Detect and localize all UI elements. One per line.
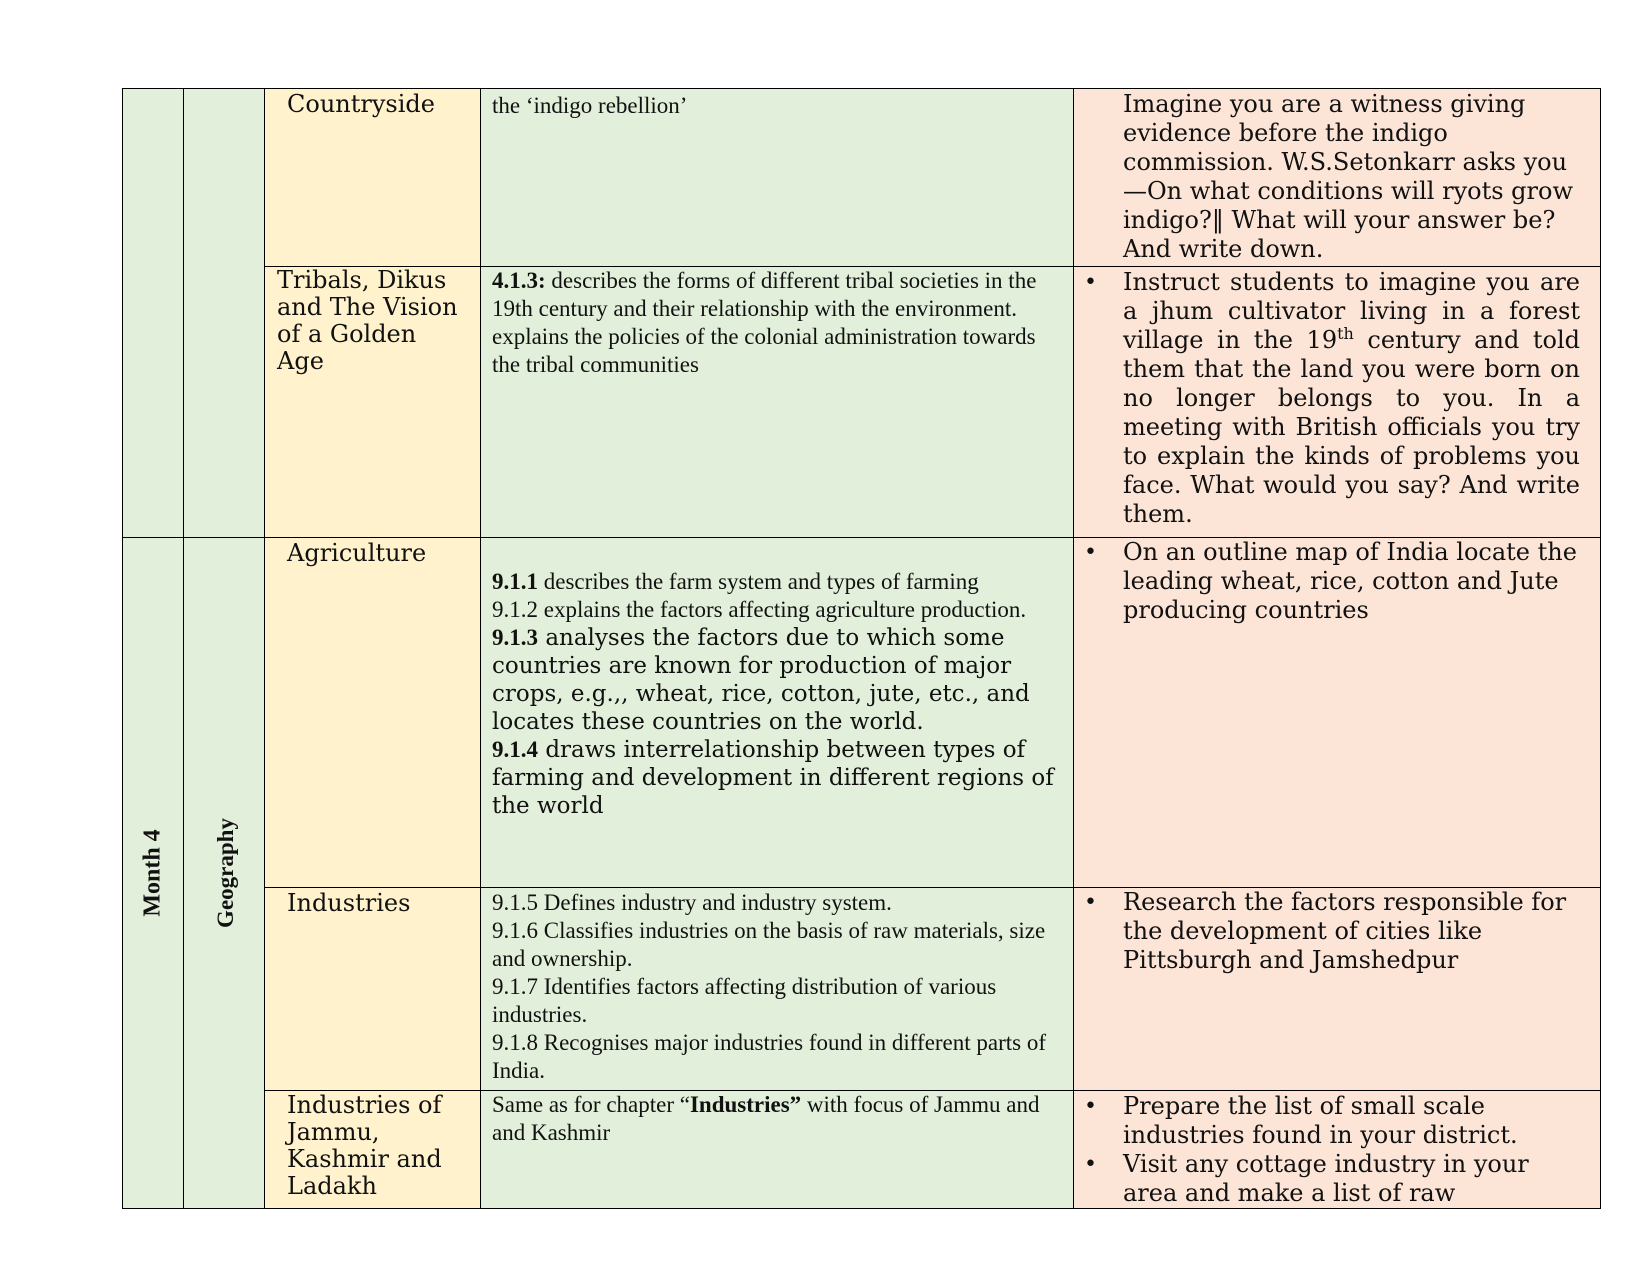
table-row bbox=[123, 887, 1601, 1090]
topic-agriculture: Agriculture bbox=[287, 539, 427, 567]
activity-item: • Visit any cottage industry in your area and make a list of raw bbox=[1074, 1150, 1600, 1208]
outcome-text: 9.1.5 Defines industry and industry system. bbox=[492, 889, 892, 915]
table-row bbox=[123, 538, 1601, 888]
topic-cell bbox=[265, 538, 481, 888]
learning-outcome-cell bbox=[481, 89, 1074, 267]
outcome-text bbox=[492, 1091, 1063, 1147]
activity-item: Imagine you are a witness giving evidence before the indigo commission. W.S.Setonkarr asks you —On what conditions will ryots grow indigo?‖ What will your answer be? And write down. bbox=[1123, 90, 1573, 263]
activity-cell bbox=[1074, 267, 1601, 538]
month-cell-empty bbox=[123, 89, 184, 538]
outcome-description: Same as for chapter “ bbox=[492, 1091, 690, 1117]
subject-label: Geography bbox=[213, 818, 238, 928]
activity-text: Instruct students to imagine you are a jhum cultivator living in a forest village in the 19 bbox=[1123, 268, 1580, 354]
superscript: th bbox=[1337, 324, 1354, 343]
topic-countryside: Countryside bbox=[287, 90, 435, 118]
subject-cell-empty bbox=[184, 89, 265, 538]
outcome-text: 9.1.8 Recognises major industries found in different parts of India. bbox=[492, 1029, 1047, 1083]
outcome-text bbox=[492, 267, 1063, 323]
activity-cell bbox=[1074, 1090, 1601, 1208]
activity-cell bbox=[1074, 887, 1601, 1090]
table-row bbox=[123, 267, 1601, 538]
outcome-code: 9.1.4 bbox=[492, 737, 538, 762]
outcome-text bbox=[492, 568, 1063, 596]
outcome-code: 4.1.3: bbox=[492, 268, 546, 293]
learning-outcome-cell bbox=[481, 887, 1074, 1090]
outcome-text: 9.1.2 explains the factors affecting agriculture production. bbox=[492, 597, 1027, 622]
month-label: Month 4 bbox=[139, 829, 166, 917]
month-cell bbox=[123, 538, 184, 1209]
topic-cell bbox=[265, 89, 481, 267]
activity-text: century and told them that the land you were born on no longer belongs to you. In a meeting with British officials you try to explain the kinds of problems you face. What would you say? And write them. bbox=[1123, 326, 1580, 528]
outcome-description: describes the farm system and types of farming bbox=[543, 569, 979, 594]
topic-cell bbox=[265, 887, 481, 1090]
activity-item: • Prepare the list of small scale industries found in your district. bbox=[1074, 1092, 1600, 1150]
learning-outcome-cell bbox=[481, 1090, 1074, 1208]
activity-cell bbox=[1074, 538, 1601, 888]
outcome-description: with focus of Jammu and and Kashmir bbox=[492, 1091, 1040, 1145]
topic-industries-jk: Industries of Jammu, Kashmir and Ladakh bbox=[287, 1090, 442, 1200]
activity-item bbox=[1074, 268, 1600, 529]
activity-item: • On an outline map of India locate the leading wheat, rice, cotton and Jute producing countries bbox=[1074, 538, 1600, 625]
table-row bbox=[123, 1090, 1601, 1208]
learning-outcome-cell bbox=[481, 267, 1074, 538]
outcome-description: analyses the factors due to which some countries are known for production of major crops, e.g.,, wheat, rice, cotton, jute, etc., and locates these countries on the world. bbox=[492, 625, 1030, 735]
topic-cell bbox=[265, 267, 481, 538]
outcome-text: explains the policies of the colonial administration towards the tribal communities bbox=[492, 324, 1036, 377]
outcome-text: the ‘indigo rebellion’ bbox=[492, 93, 688, 118]
activity-cell bbox=[1074, 89, 1601, 267]
outcome-code: 9.1.1 bbox=[492, 569, 538, 594]
topic-cell bbox=[265, 1090, 481, 1208]
outcome-text bbox=[492, 736, 1063, 820]
outcome-chapter: Industries” bbox=[689, 1091, 802, 1117]
activity-item: • Research the factors responsible for the development of cities like Pittsburgh and Jamshedpur bbox=[1074, 888, 1600, 975]
outcome-description: draws interrelationship between types of farming and development in different regions of the world bbox=[492, 737, 1054, 819]
outcome-description: describes the forms of different tribal societies in the 19th century and their relationship with the environment. bbox=[492, 268, 1037, 321]
curriculum-table bbox=[122, 88, 1601, 1209]
subject-cell bbox=[184, 538, 265, 1209]
learning-outcome-cell bbox=[481, 538, 1074, 888]
outcome-text bbox=[492, 624, 1063, 736]
outcome-text: 9.1.6 Classifies industries on the basis of raw materials, size and ownership. bbox=[492, 917, 1046, 971]
topic-industries: Industries bbox=[287, 888, 411, 917]
outcome-text: 9.1.7 Identifies factors affecting distribution of various industries. bbox=[492, 973, 997, 1027]
topic-tribals: Tribals, Dikus and The Vision of a Golden Age bbox=[277, 266, 458, 375]
table-row bbox=[123, 89, 1601, 267]
outcome-code: 9.1.3 bbox=[492, 625, 538, 650]
